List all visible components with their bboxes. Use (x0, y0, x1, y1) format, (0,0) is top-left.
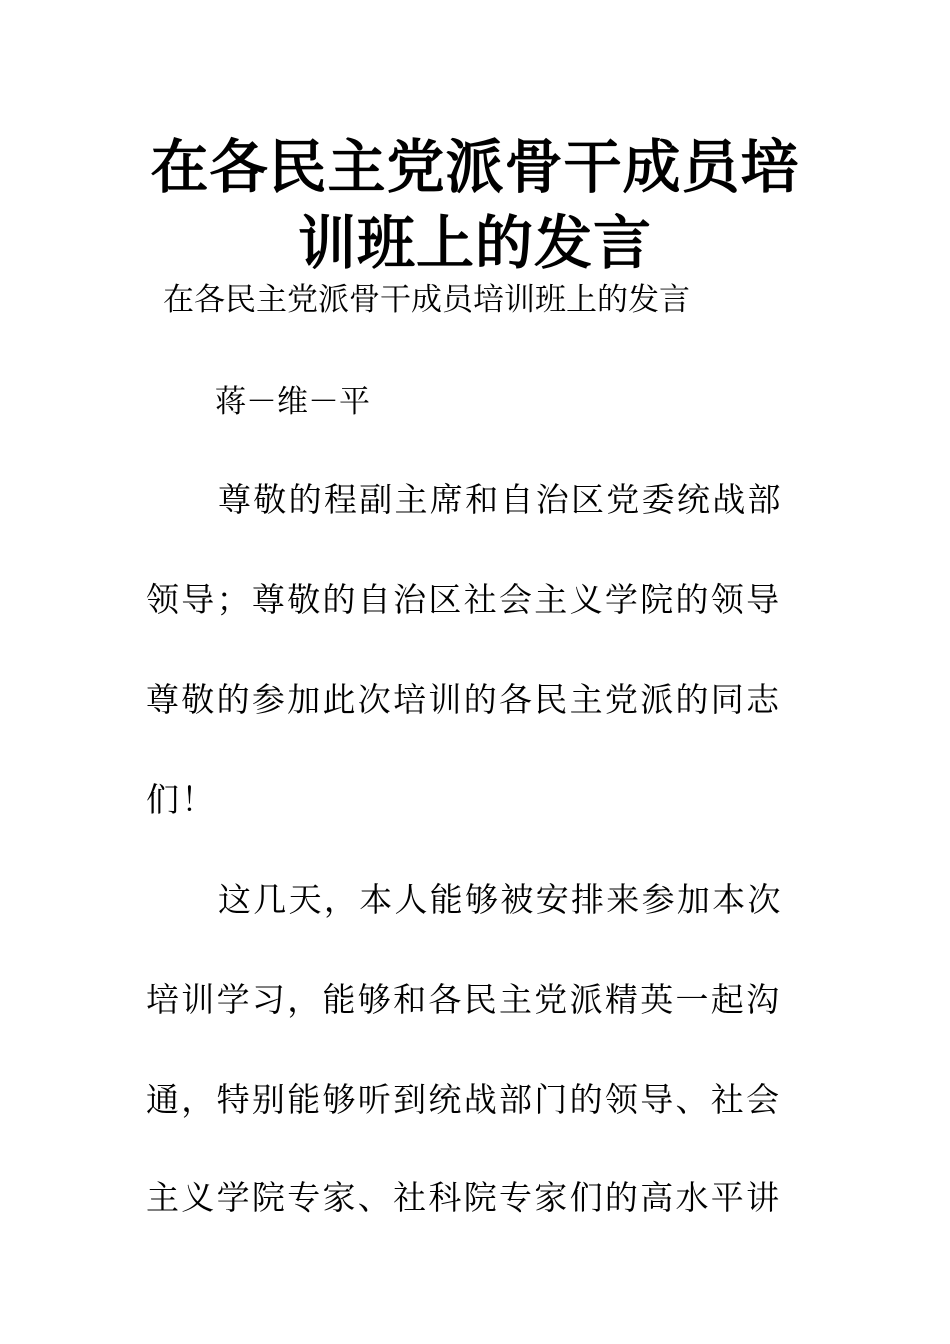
paragraph-line: 尊敬的参加此次培训的各民主党派的同志 (146, 680, 782, 719)
document-title-line-2: 训班上的发言 (297, 209, 652, 277)
paragraph-line: 培训学习，能够和各民主党派精英一起沟 (146, 980, 782, 1019)
paragraph-line: 这几天，本人能够被安排来参加本次 (218, 880, 783, 919)
paragraph-line: 领导；尊敬的自治区社会主义学院的领导 (146, 580, 782, 619)
document-title-line-1: 在各民主党派骨干成员培 (150, 133, 800, 201)
paragraph-line: 通，特别能够听到统战部门的领导、社会 (146, 1080, 782, 1119)
paragraph-line: 主义学院专家、社科院专家们的高水平讲 (146, 1178, 782, 1217)
document-subtitle: 在各民主党派骨干成员培训班上的发言 (163, 282, 690, 318)
author-name: 蒋－维－平 (215, 384, 370, 420)
paragraph-line: 们！ (146, 780, 217, 819)
paragraph-line: 尊敬的程副主席和自治区党委统战部 (218, 480, 783, 519)
